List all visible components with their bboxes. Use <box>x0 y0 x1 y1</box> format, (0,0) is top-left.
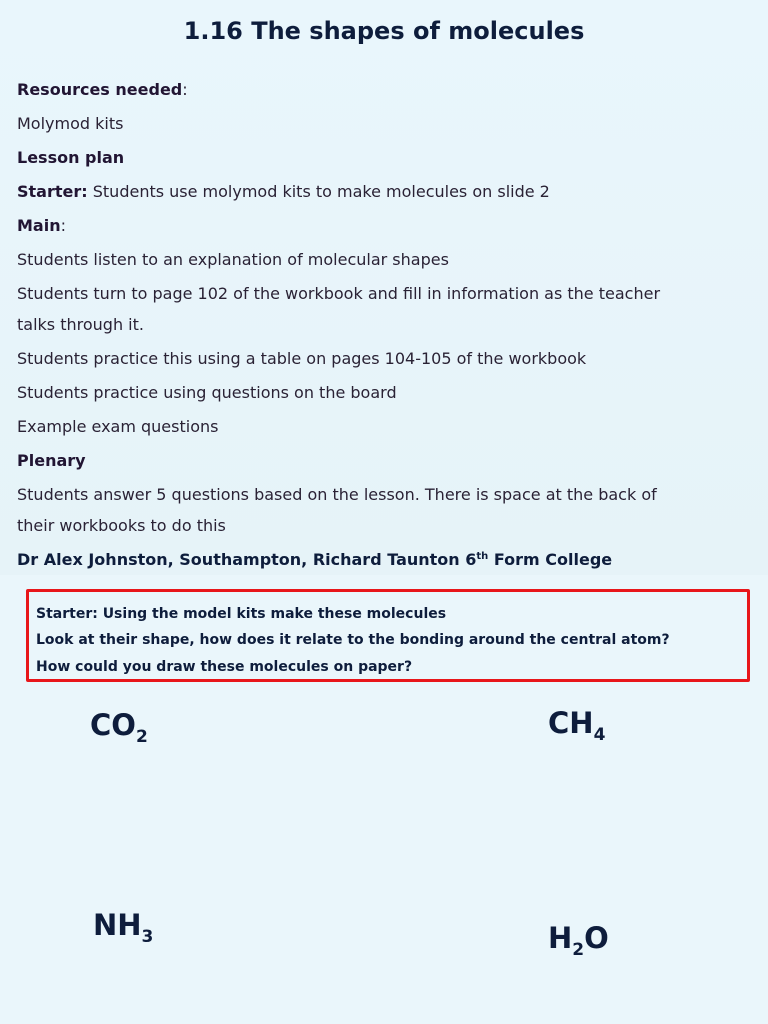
resources-line <box>17 80 188 99</box>
nh3-main: NH <box>93 908 142 942</box>
author-credit <box>17 550 612 569</box>
starter-line <box>17 182 550 201</box>
plenary-text: Students answer 5 questions based on the lesson. There is space at the back of <box>17 485 657 504</box>
ch4-sub: 4 <box>593 725 606 745</box>
resources-label: Resources needed <box>17 80 183 99</box>
credit-superscript: th <box>476 551 489 562</box>
nh3-sub: 3 <box>141 927 154 947</box>
starter-instructions-box <box>26 589 750 682</box>
credit-suffix: Form College <box>488 550 613 569</box>
resources-item: Molymod kits <box>17 114 124 133</box>
plenary-text: their workbooks to do this <box>17 516 226 535</box>
main-item: Students practice this using a table on pages 104-105 of the workbook <box>17 349 587 368</box>
ch4-main: CH <box>548 706 594 740</box>
credit-prefix: Dr Alex Johnston, Southampton, Richard Taunton 6 <box>17 550 477 569</box>
box-line: Starter: Using the model kits make these molecules <box>36 606 447 622</box>
starter-text: Students use molymod kits to make molecules on slide 2 <box>87 182 550 201</box>
formula-h2o <box>548 921 609 960</box>
resources-colon: : <box>182 80 188 99</box>
h2o-sub: 2 <box>572 940 585 960</box>
main-line <box>17 216 66 235</box>
main-item: Students listen to an explanation of molecular shapes <box>17 250 449 269</box>
main-item: talks through it. <box>17 315 144 334</box>
main-item: Students practice using questions on the board <box>17 383 397 402</box>
starter-label: Starter: <box>17 182 88 201</box>
formula-ch4 <box>548 706 605 745</box>
box-line: How could you draw these molecules on paper? <box>36 659 413 675</box>
main-item: Example exam questions <box>17 417 219 436</box>
h2o-main: H <box>548 921 573 955</box>
formula-co2 <box>90 708 148 747</box>
page-title: 1.16 The shapes of molecules <box>183 17 585 45</box>
box-line: Look at their shape, how does it relate to the bonding around the central atom? <box>36 632 670 648</box>
co2-sub: 2 <box>135 727 148 747</box>
co2-main: CO <box>90 708 136 742</box>
main-label: Main <box>17 216 61 235</box>
formula-nh3 <box>93 908 153 947</box>
main-item: Students turn to page 102 of the workbook and fill in information as the teacher <box>17 284 661 303</box>
main-colon: : <box>60 216 66 235</box>
plenary-heading: Plenary <box>17 451 86 470</box>
lesson-plan-heading: Lesson plan <box>17 148 125 167</box>
h2o-tail: O <box>584 921 609 955</box>
